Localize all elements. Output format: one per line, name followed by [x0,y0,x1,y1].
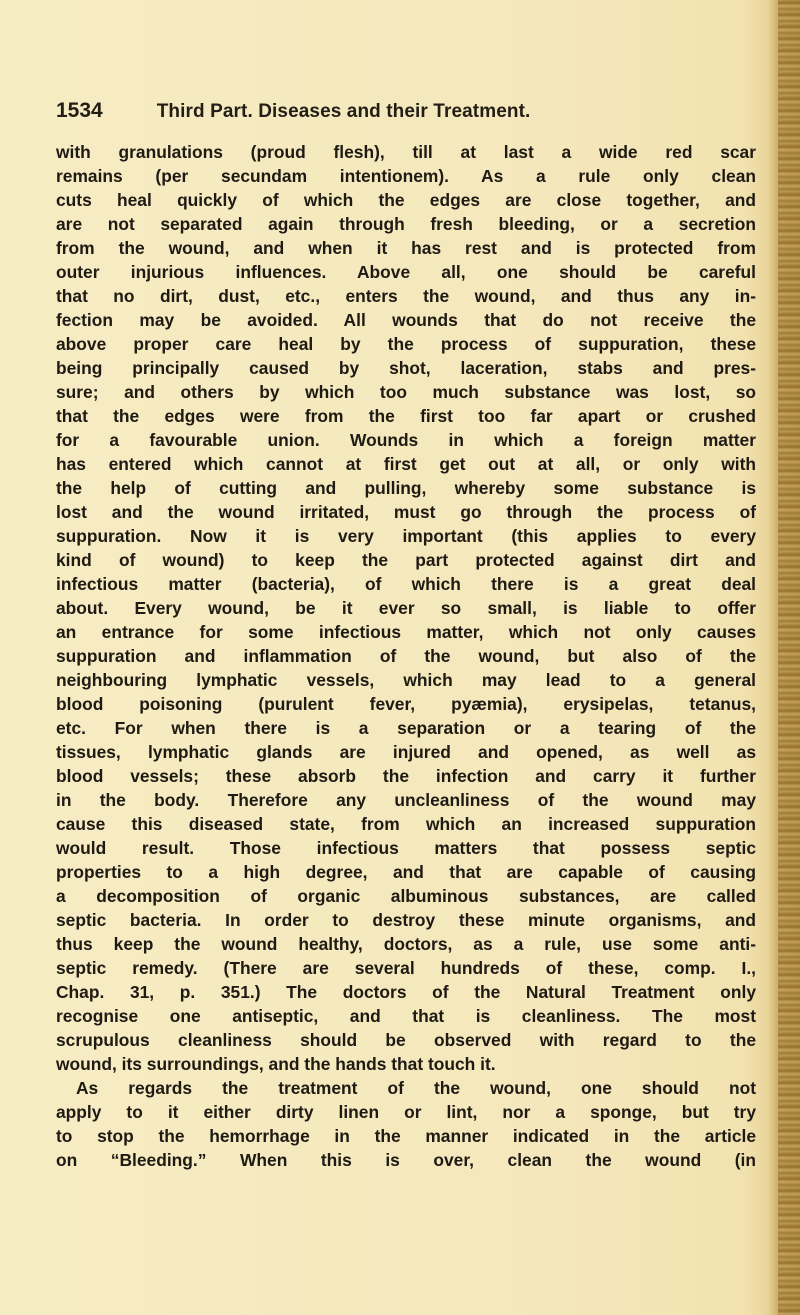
text-line: septic remedy. (There are several hundreds of these, comp. I., [56,958,756,978]
text-line: would result. Those infectious matters that possess septic [56,838,756,858]
text-line: neighbouring lymphatic vessels, which may lead to a general [56,670,756,690]
text-line: thus keep the wound healthy, doctors, as a rule, use some anti- [56,934,756,954]
text-line: has entered which cannot at first get out at all, or only with [56,454,756,474]
text-line: cuts heal quickly of which the edges are close together, and [56,190,756,210]
text-line: cause this diseased state, from which an increased suppuration [56,814,756,834]
text-line: that no dirt, dust, etc., enters the wound, and thus any in- [56,286,756,306]
text-line: kind of wound) to keep the part protected against dirt and [56,550,756,570]
text-line: an entrance for some infectious matter, which not only causes [56,622,756,642]
text-line: Chap. 31, p. 351.) The doctors of the Natural Treatment only [56,982,756,1002]
text-line: properties to a high degree, and that are capable of causing [56,862,756,882]
text-line: in the body. Therefore any uncleanliness of the wound may [56,790,756,810]
text-line: suppuration and inflammation of the wound, but also of the [56,646,756,666]
text-line: to stop the hemorrhage in the manner indicated in the article [56,1126,756,1146]
text-line: lost and the wound irritated, must go through the process of [56,502,756,522]
text-line: for a favourable union. Wounds in which a foreign matter [56,430,756,450]
text-line: etc. For when there is a separation or a tearing of the [56,718,756,738]
page-number: 1534 [56,99,103,122]
text-line: blood vessels; these absorb the infection and carry it further [56,766,756,786]
text-line: about. Every wound, be it ever so small, is liable to offer [56,598,756,618]
text-line: recognise one antiseptic, and that is cleanliness. The most [56,1006,756,1026]
text-line: with granulations (proud flesh), till at last a wide red scar [56,142,756,162]
text-line-paragraph-end: wound, its surroundings, and the hands that touch it. [56,1054,496,1074]
text-line: remains (per secundam intentionem). As a rule only clean [56,166,756,186]
text-line: are not separated again through fresh bleeding, or a secretion [56,214,756,234]
body-text [56,140,756,1172]
text-line: septic bacteria. In order to destroy these minute organisms, and [56,910,756,930]
page-header [56,99,530,127]
text-line: fection may be avoided. All wounds that do not receive the [56,310,756,330]
text-line: sure; and others by which too much substance was lost, so [56,382,756,402]
text-line: that the edges were from the first too far apart or crushed [56,406,756,426]
page-edge [778,0,800,1315]
text-line: suppuration. Now it is very important (this applies to every [56,526,756,546]
text-line-paragraph-start: As regards the treatment of the wound, one should not [76,1078,756,1098]
text-line: the help of cutting and pulling, whereby some substance is [56,478,756,498]
text-line: above proper care heal by the process of suppuration, these [56,334,756,354]
text-line: blood poisoning (purulent fever, pyæmia), erysipelas, tetanus, [56,694,756,714]
text-line: from the wound, and when it has rest and is protected from [56,238,756,258]
text-line: apply to it either dirty linen or lint, nor a sponge, but try [56,1102,756,1122]
text-line: infectious matter (bacteria), of which there is a great deal [56,574,756,594]
text-line: scrupulous cleanliness should be observed with regard to the [56,1030,756,1050]
text-line: being principally caused by shot, laceration, stabs and pres- [56,358,756,378]
running-head: Third Part. Diseases and their Treatment. [156,101,531,122]
text-line: tissues, lymphatic glands are injured and opened, as well as [56,742,756,762]
text-line: on “Bleeding.” When this is over, clean the wound (in [56,1150,756,1170]
text-line: a decomposition of organic albuminous substances, are called [56,886,756,906]
text-line: outer injurious influences. Above all, one should be careful [56,262,756,282]
